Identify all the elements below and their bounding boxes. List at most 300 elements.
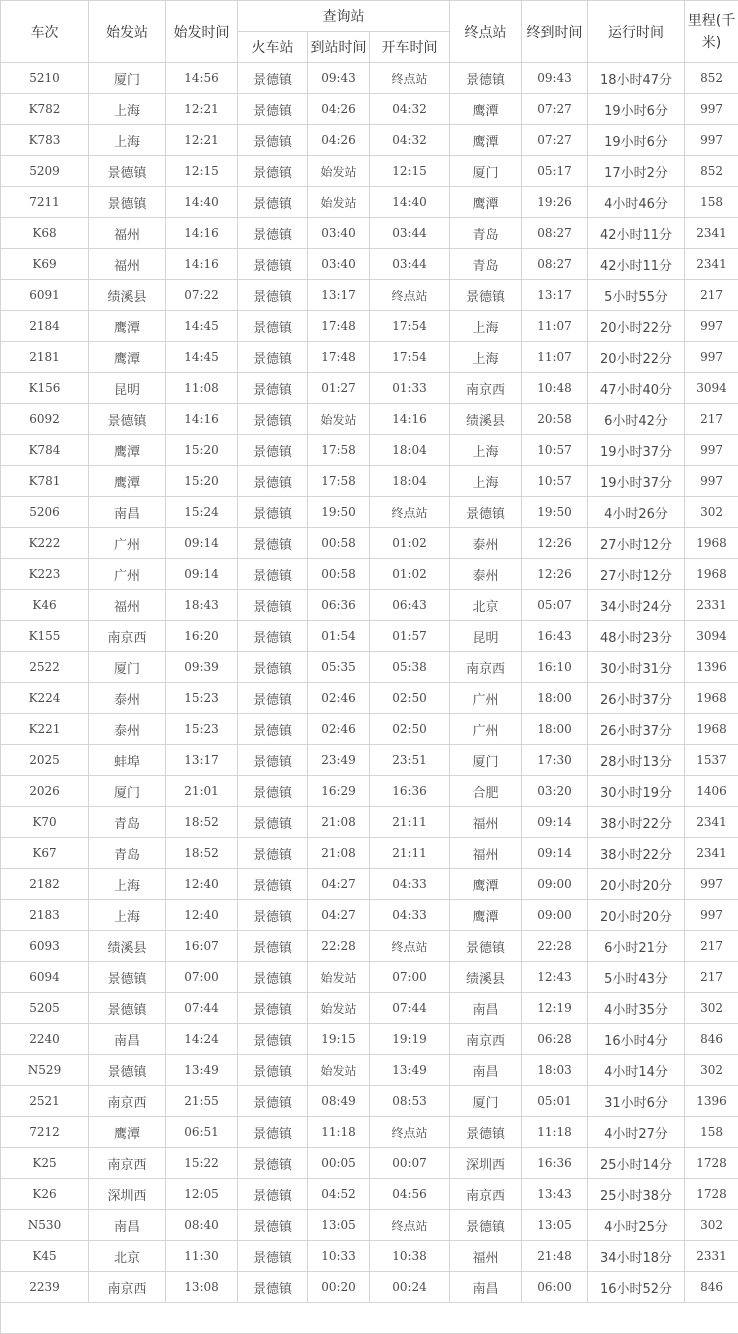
cell-station: 景德镇 <box>238 621 308 652</box>
cell-leave-time: 07:00 <box>370 962 450 993</box>
table-row <box>1 125 738 156</box>
cell-terminal-time: 16:43 <box>522 621 588 652</box>
cell-leave-time: 终点站 <box>370 280 450 311</box>
cell-leave-time: 07:44 <box>370 993 450 1024</box>
cell-arrive-time: 10:33 <box>308 1241 370 1272</box>
cell-origin: 南昌 <box>89 1210 166 1241</box>
cell-train: 5210 <box>1 63 89 94</box>
cell-origin: 深圳西 <box>89 1179 166 1210</box>
cell-station: 景德镇 <box>238 156 308 187</box>
cell-distance: 2341 <box>685 218 738 249</box>
cell-arrive-time: 04:52 <box>308 1179 370 1210</box>
cell-leave-time: 23:51 <box>370 745 450 776</box>
cell-leave-time: 终点站 <box>370 497 450 528</box>
cell-depart-time: 18:43 <box>166 590 238 621</box>
cell-duration: 27小时12分 <box>588 559 685 590</box>
cell-terminal-time: 20:58 <box>522 404 588 435</box>
cell-duration: 19小时37分 <box>588 435 685 466</box>
cell-leave-time: 14:40 <box>370 187 450 218</box>
empty-footer-cell <box>1 1303 738 1334</box>
cell-arrive-time: 23:49 <box>308 745 370 776</box>
cell-terminal: 北京 <box>450 590 522 621</box>
cell-station: 景德镇 <box>238 218 308 249</box>
cell-distance: 997 <box>685 94 738 125</box>
cell-distance: 846 <box>685 1024 738 1055</box>
cell-leave-time: 03:44 <box>370 249 450 280</box>
cell-origin: 景德镇 <box>89 993 166 1024</box>
cell-duration: 20小时20分 <box>588 869 685 900</box>
cell-distance: 3094 <box>685 621 738 652</box>
cell-terminal-time: 05:01 <box>522 1086 588 1117</box>
table-row <box>1 497 738 528</box>
table-row <box>1 652 738 683</box>
cell-origin: 景德镇 <box>89 962 166 993</box>
cell-train: K781 <box>1 466 89 497</box>
cell-arrive-time: 始发站 <box>308 1055 370 1086</box>
cell-distance: 217 <box>685 404 738 435</box>
cell-duration: 25小时14分 <box>588 1148 685 1179</box>
cell-terminal-time: 18:00 <box>522 714 588 745</box>
cell-train: K68 <box>1 218 89 249</box>
cell-train: K222 <box>1 528 89 559</box>
table-row <box>1 187 738 218</box>
cell-station: 景德镇 <box>238 63 308 94</box>
cell-terminal: 青岛 <box>450 249 522 280</box>
cell-terminal: 上海 <box>450 466 522 497</box>
cell-terminal-time: 05:07 <box>522 590 588 621</box>
cell-duration: 19小时6分 <box>588 125 685 156</box>
cell-duration: 19小时37分 <box>588 466 685 497</box>
cell-origin: 厦门 <box>89 63 166 94</box>
cell-train: 7212 <box>1 1117 89 1148</box>
cell-distance: 302 <box>685 993 738 1024</box>
cell-arrive-time: 始发站 <box>308 993 370 1024</box>
cell-distance: 1968 <box>685 714 738 745</box>
cell-arrive-time: 21:08 <box>308 838 370 869</box>
cell-terminal-time: 05:17 <box>522 156 588 187</box>
cell-terminal: 上海 <box>450 342 522 373</box>
cell-origin: 上海 <box>89 94 166 125</box>
table-row <box>1 931 738 962</box>
cell-terminal-time: 07:27 <box>522 125 588 156</box>
cell-depart-time: 14:45 <box>166 311 238 342</box>
cell-duration: 42小时11分 <box>588 249 685 280</box>
cell-depart-time: 15:23 <box>166 683 238 714</box>
cell-station: 景德镇 <box>238 528 308 559</box>
cell-train: 5206 <box>1 497 89 528</box>
cell-depart-time: 18:52 <box>166 807 238 838</box>
cell-distance: 997 <box>685 125 738 156</box>
cell-origin: 南京西 <box>89 1086 166 1117</box>
cell-leave-time: 21:11 <box>370 807 450 838</box>
cell-duration: 17小时2分 <box>588 156 685 187</box>
cell-origin: 鹰潭 <box>89 311 166 342</box>
cell-duration: 4小时25分 <box>588 1210 685 1241</box>
cell-terminal: 南京西 <box>450 1024 522 1055</box>
cell-origin: 厦门 <box>89 776 166 807</box>
cell-station: 景德镇 <box>238 869 308 900</box>
cell-depart-time: 16:20 <box>166 621 238 652</box>
cell-train: K156 <box>1 373 89 404</box>
cell-terminal-time: 09:43 <box>522 63 588 94</box>
cell-leave-time: 终点站 <box>370 1210 450 1241</box>
cell-duration: 30小时31分 <box>588 652 685 683</box>
cell-arrive-time: 00:05 <box>308 1148 370 1179</box>
header-terminal-time: 终到时间 <box>522 1 588 63</box>
table-row <box>1 1024 738 1055</box>
cell-arrive-time: 08:49 <box>308 1086 370 1117</box>
cell-depart-time: 13:17 <box>166 745 238 776</box>
cell-leave-time: 01:02 <box>370 528 450 559</box>
cell-origin: 南昌 <box>89 497 166 528</box>
cell-train: K69 <box>1 249 89 280</box>
cell-duration: 4小时14分 <box>588 1055 685 1086</box>
cell-station: 景德镇 <box>238 962 308 993</box>
table-row <box>1 404 738 435</box>
cell-terminal-time: 19:50 <box>522 497 588 528</box>
cell-depart-time: 07:22 <box>166 280 238 311</box>
cell-terminal-time: 18:03 <box>522 1055 588 1086</box>
cell-depart-time: 06:51 <box>166 1117 238 1148</box>
cell-train: 2239 <box>1 1272 89 1303</box>
cell-train: 6093 <box>1 931 89 962</box>
cell-terminal-time: 11:07 <box>522 342 588 373</box>
cell-terminal-time: 16:36 <box>522 1148 588 1179</box>
cell-depart-time: 12:21 <box>166 94 238 125</box>
cell-distance: 3094 <box>685 373 738 404</box>
cell-terminal-time: 08:27 <box>522 218 588 249</box>
cell-origin: 上海 <box>89 869 166 900</box>
cell-leave-time: 17:54 <box>370 311 450 342</box>
table-row <box>1 280 738 311</box>
table-row <box>1 1241 738 1272</box>
cell-duration: 25小时38分 <box>588 1179 685 1210</box>
cell-origin: 景德镇 <box>89 187 166 218</box>
cell-leave-time: 终点站 <box>370 1117 450 1148</box>
cell-depart-time: 13:49 <box>166 1055 238 1086</box>
cell-distance: 302 <box>685 1210 738 1241</box>
cell-depart-time: 15:22 <box>166 1148 238 1179</box>
cell-distance: 217 <box>685 280 738 311</box>
cell-station: 景德镇 <box>238 807 308 838</box>
cell-leave-time: 04:33 <box>370 900 450 931</box>
cell-arrive-time: 17:58 <box>308 466 370 497</box>
cell-depart-time: 09:39 <box>166 652 238 683</box>
cell-arrive-time: 22:28 <box>308 931 370 962</box>
cell-origin: 厦门 <box>89 652 166 683</box>
cell-depart-time: 21:01 <box>166 776 238 807</box>
cell-origin: 南京西 <box>89 1148 166 1179</box>
cell-duration: 28小时13分 <box>588 745 685 776</box>
cell-leave-time: 02:50 <box>370 714 450 745</box>
cell-station: 景德镇 <box>238 1086 308 1117</box>
cell-train: 2522 <box>1 652 89 683</box>
cell-arrive-time: 04:26 <box>308 125 370 156</box>
cell-distance: 302 <box>685 1055 738 1086</box>
cell-depart-time: 12:21 <box>166 125 238 156</box>
cell-terminal-time: 12:19 <box>522 993 588 1024</box>
cell-station: 景德镇 <box>238 1272 308 1303</box>
cell-leave-time: 17:54 <box>370 342 450 373</box>
cell-depart-time: 14:16 <box>166 404 238 435</box>
cell-leave-time: 08:53 <box>370 1086 450 1117</box>
cell-arrive-time: 03:40 <box>308 249 370 280</box>
cell-terminal-time: 17:30 <box>522 745 588 776</box>
cell-train: N530 <box>1 1210 89 1241</box>
cell-terminal: 昆明 <box>450 621 522 652</box>
cell-terminal-time: 03:20 <box>522 776 588 807</box>
cell-arrive-time: 02:46 <box>308 714 370 745</box>
cell-arrive-time: 01:54 <box>308 621 370 652</box>
cell-terminal: 景德镇 <box>450 497 522 528</box>
cell-origin: 景德镇 <box>89 404 166 435</box>
cell-origin: 昆明 <box>89 373 166 404</box>
cell-origin: 鹰潭 <box>89 435 166 466</box>
cell-arrive-time: 09:43 <box>308 63 370 94</box>
header-depart-time: 始发时间 <box>166 1 238 63</box>
table-row <box>1 683 738 714</box>
cell-station: 景德镇 <box>238 900 308 931</box>
cell-depart-time: 08:40 <box>166 1210 238 1241</box>
cell-duration: 16小时4分 <box>588 1024 685 1055</box>
cell-origin: 青岛 <box>89 807 166 838</box>
header-train: 车次 <box>1 1 89 63</box>
cell-terminal: 青岛 <box>450 218 522 249</box>
cell-depart-time: 14:40 <box>166 187 238 218</box>
cell-train: K25 <box>1 1148 89 1179</box>
cell-depart-time: 11:08 <box>166 373 238 404</box>
cell-terminal: 景德镇 <box>450 280 522 311</box>
cell-arrive-time: 00:58 <box>308 559 370 590</box>
cell-distance: 158 <box>685 187 738 218</box>
cell-duration: 16小时52分 <box>588 1272 685 1303</box>
cell-train: 5209 <box>1 156 89 187</box>
cell-distance: 852 <box>685 156 738 187</box>
cell-distance: 1728 <box>685 1179 738 1210</box>
cell-distance: 1537 <box>685 745 738 776</box>
cell-station: 景德镇 <box>238 714 308 745</box>
table-row <box>1 1086 738 1117</box>
cell-duration: 4小时46分 <box>588 187 685 218</box>
cell-terminal-time: 06:00 <box>522 1272 588 1303</box>
cell-station: 景德镇 <box>238 373 308 404</box>
cell-station: 景德镇 <box>238 249 308 280</box>
cell-terminal: 福州 <box>450 807 522 838</box>
cell-terminal: 广州 <box>450 683 522 714</box>
table-row <box>1 373 738 404</box>
cell-distance: 2331 <box>685 1241 738 1272</box>
table-row <box>1 466 738 497</box>
cell-depart-time: 12:40 <box>166 900 238 931</box>
cell-leave-time: 19:19 <box>370 1024 450 1055</box>
cell-duration: 6小时42分 <box>588 404 685 435</box>
cell-station: 景德镇 <box>238 745 308 776</box>
cell-terminal-time: 08:27 <box>522 249 588 280</box>
cell-origin: 南京西 <box>89 621 166 652</box>
cell-depart-time: 14:56 <box>166 63 238 94</box>
header-leave-time: 开车时间 <box>370 32 450 63</box>
cell-duration: 18小时47分 <box>588 63 685 94</box>
cell-distance: 217 <box>685 962 738 993</box>
cell-terminal: 鹰潭 <box>450 869 522 900</box>
cell-terminal: 鹰潭 <box>450 900 522 931</box>
cell-terminal: 深圳西 <box>450 1148 522 1179</box>
cell-train: K70 <box>1 807 89 838</box>
cell-leave-time: 04:33 <box>370 869 450 900</box>
cell-terminal: 南京西 <box>450 1179 522 1210</box>
cell-terminal: 厦门 <box>450 1086 522 1117</box>
cell-origin: 福州 <box>89 249 166 280</box>
cell-origin: 鹰潭 <box>89 342 166 373</box>
cell-terminal-time: 11:18 <box>522 1117 588 1148</box>
cell-station: 景德镇 <box>238 1241 308 1272</box>
cell-train: 2025 <box>1 745 89 776</box>
cell-duration: 42小时11分 <box>588 218 685 249</box>
cell-station: 景德镇 <box>238 931 308 962</box>
cell-depart-time: 15:20 <box>166 466 238 497</box>
cell-depart-time: 14:24 <box>166 1024 238 1055</box>
cell-distance: 997 <box>685 342 738 373</box>
cell-origin: 鹰潭 <box>89 466 166 497</box>
cell-leave-time: 14:16 <box>370 404 450 435</box>
cell-duration: 38小时22分 <box>588 838 685 869</box>
cell-arrive-time: 17:48 <box>308 342 370 373</box>
table-row <box>1 249 738 280</box>
cell-duration: 4小时27分 <box>588 1117 685 1148</box>
cell-leave-time: 05:38 <box>370 652 450 683</box>
cell-arrive-time: 始发站 <box>308 187 370 218</box>
cell-duration: 34小时24分 <box>588 590 685 621</box>
cell-depart-time: 12:40 <box>166 869 238 900</box>
cell-leave-time: 18:04 <box>370 466 450 497</box>
cell-terminal-time: 12:26 <box>522 559 588 590</box>
cell-terminal-time: 10:57 <box>522 435 588 466</box>
empty-footer-row <box>1 1303 738 1334</box>
cell-terminal: 泰州 <box>450 528 522 559</box>
cell-duration: 6小时21分 <box>588 931 685 962</box>
cell-arrive-time: 00:58 <box>308 528 370 559</box>
cell-arrive-time: 06:36 <box>308 590 370 621</box>
cell-duration: 48小时23分 <box>588 621 685 652</box>
cell-terminal: 南昌 <box>450 1272 522 1303</box>
table-row <box>1 528 738 559</box>
cell-train: 5205 <box>1 993 89 1024</box>
cell-origin: 绩溪县 <box>89 280 166 311</box>
cell-terminal-time: 09:00 <box>522 900 588 931</box>
cell-terminal-time: 13:05 <box>522 1210 588 1241</box>
cell-train: K67 <box>1 838 89 869</box>
cell-arrive-time: 11:18 <box>308 1117 370 1148</box>
table-row <box>1 869 738 900</box>
cell-arrive-time: 05:35 <box>308 652 370 683</box>
cell-distance: 302 <box>685 497 738 528</box>
cell-origin: 北京 <box>89 1241 166 1272</box>
header-station: 火车站 <box>238 32 308 63</box>
cell-terminal: 景德镇 <box>450 1117 522 1148</box>
cell-leave-time: 13:49 <box>370 1055 450 1086</box>
cell-terminal: 广州 <box>450 714 522 745</box>
cell-arrive-time: 02:46 <box>308 683 370 714</box>
table-row <box>1 311 738 342</box>
cell-origin: 南京西 <box>89 1272 166 1303</box>
cell-station: 景德镇 <box>238 435 308 466</box>
cell-terminal: 绩溪县 <box>450 404 522 435</box>
cell-terminal: 南京西 <box>450 652 522 683</box>
cell-origin: 广州 <box>89 559 166 590</box>
cell-terminal-time: 21:48 <box>522 1241 588 1272</box>
cell-train: 6091 <box>1 280 89 311</box>
table-row <box>1 1210 738 1241</box>
cell-terminal: 厦门 <box>450 156 522 187</box>
cell-distance: 1968 <box>685 528 738 559</box>
cell-distance: 217 <box>685 931 738 962</box>
table-row <box>1 1148 738 1179</box>
cell-terminal: 福州 <box>450 1241 522 1272</box>
cell-leave-time: 04:32 <box>370 125 450 156</box>
cell-leave-time: 00:07 <box>370 1148 450 1179</box>
cell-station: 景德镇 <box>238 1210 308 1241</box>
cell-train: 2182 <box>1 869 89 900</box>
cell-arrive-time: 13:05 <box>308 1210 370 1241</box>
table-row <box>1 63 738 94</box>
cell-terminal: 福州 <box>450 838 522 869</box>
cell-terminal: 景德镇 <box>450 63 522 94</box>
cell-duration: 20小时20分 <box>588 900 685 931</box>
cell-depart-time: 14:45 <box>166 342 238 373</box>
table-row <box>1 962 738 993</box>
cell-leave-time: 01:57 <box>370 621 450 652</box>
cell-terminal-time: 11:07 <box>522 311 588 342</box>
cell-train: 7211 <box>1 187 89 218</box>
cell-terminal-time: 10:48 <box>522 373 588 404</box>
cell-origin: 泰州 <box>89 683 166 714</box>
cell-station: 景德镇 <box>238 652 308 683</box>
header-query-station: 查询站 <box>238 1 450 32</box>
cell-distance: 997 <box>685 311 738 342</box>
cell-distance: 158 <box>685 1117 738 1148</box>
cell-terminal: 上海 <box>450 311 522 342</box>
cell-train: K784 <box>1 435 89 466</box>
cell-train: 6094 <box>1 962 89 993</box>
cell-terminal-time: 18:00 <box>522 683 588 714</box>
cell-station: 景德镇 <box>238 497 308 528</box>
cell-station: 景德镇 <box>238 1148 308 1179</box>
cell-leave-time: 00:24 <box>370 1272 450 1303</box>
cell-arrive-time: 03:40 <box>308 218 370 249</box>
cell-depart-time: 14:16 <box>166 249 238 280</box>
cell-station: 景德镇 <box>238 1117 308 1148</box>
cell-arrive-time: 00:20 <box>308 1272 370 1303</box>
cell-terminal-time: 09:14 <box>522 807 588 838</box>
table-row <box>1 1055 738 1086</box>
cell-leave-time: 16:36 <box>370 776 450 807</box>
cell-depart-time: 07:00 <box>166 962 238 993</box>
cell-station: 景德镇 <box>238 683 308 714</box>
cell-distance: 1396 <box>685 652 738 683</box>
header-duration: 运行时间 <box>588 1 685 63</box>
cell-train: K223 <box>1 559 89 590</box>
cell-duration: 31小时6分 <box>588 1086 685 1117</box>
cell-duration: 20小时22分 <box>588 311 685 342</box>
cell-station: 景德镇 <box>238 559 308 590</box>
cell-distance: 846 <box>685 1272 738 1303</box>
cell-terminal-time: 09:00 <box>522 869 588 900</box>
cell-depart-time: 16:07 <box>166 931 238 962</box>
cell-train: 2184 <box>1 311 89 342</box>
cell-depart-time: 21:55 <box>166 1086 238 1117</box>
cell-station: 景德镇 <box>238 590 308 621</box>
cell-depart-time: 18:52 <box>166 838 238 869</box>
